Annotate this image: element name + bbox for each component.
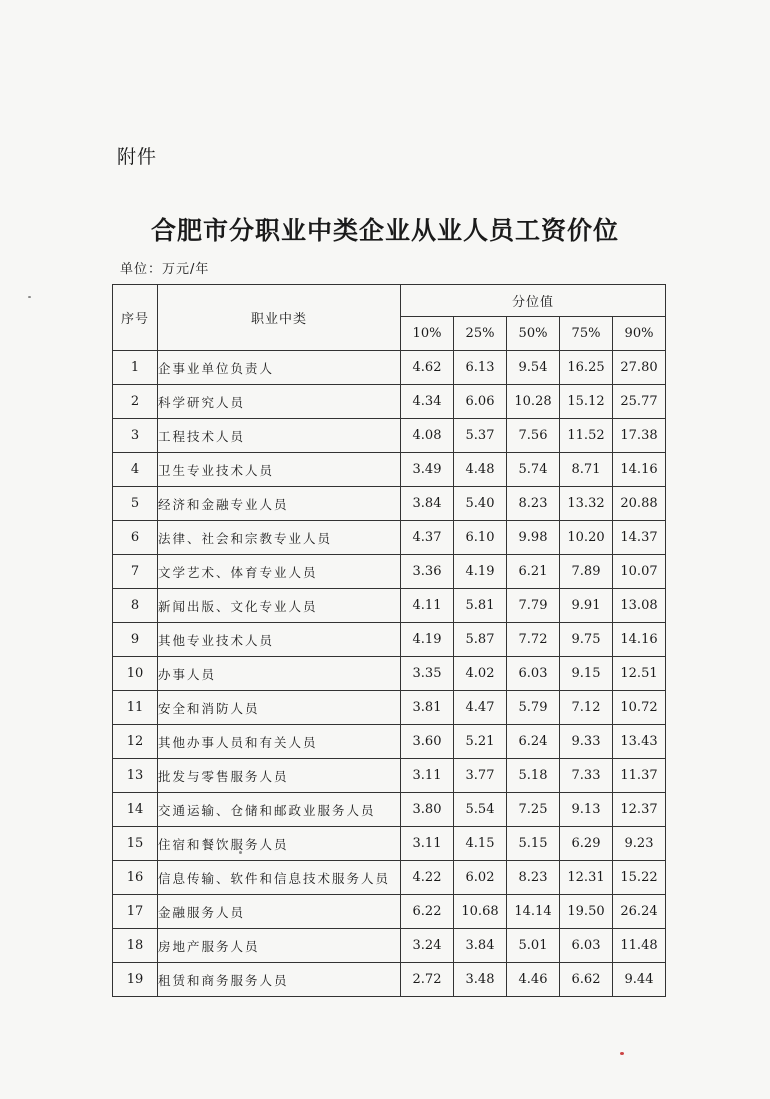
row-value-p75: 12.31 (560, 861, 613, 895)
header-p25: 25% (454, 317, 507, 351)
row-occupation: 其他办事人员和有关人员 (158, 725, 401, 759)
table-row (113, 419, 666, 453)
row-occupation: 安全和消防人员 (158, 691, 401, 725)
row-value-p50: 7.56 (507, 419, 560, 453)
row-value-p10: 4.19 (401, 623, 454, 657)
row-seq: 15 (113, 827, 158, 861)
row-value-p25: 4.47 (454, 691, 507, 725)
table-row (113, 725, 666, 759)
row-value-p10: 4.62 (401, 351, 454, 385)
row-value-p90: 13.08 (613, 589, 666, 623)
row-value-p75: 9.13 (560, 793, 613, 827)
row-value-p50: 8.23 (507, 487, 560, 521)
row-occupation: 文学艺术、体育专业人员 (158, 555, 401, 589)
header-occupation: 职业中类 (158, 285, 401, 351)
row-value-p75: 7.33 (560, 759, 613, 793)
row-value-p75: 19.50 (560, 895, 613, 929)
row-value-p75: 7.89 (560, 555, 613, 589)
row-value-p75: 16.25 (560, 351, 613, 385)
table-row (113, 521, 666, 555)
row-value-p90: 25.77 (613, 385, 666, 419)
row-seq: 17 (113, 895, 158, 929)
row-value-p25: 5.21 (454, 725, 507, 759)
row-value-p25: 4.48 (454, 453, 507, 487)
table-row (113, 351, 666, 385)
table-row (113, 487, 666, 521)
row-seq: 11 (113, 691, 158, 725)
row-seq: 10 (113, 657, 158, 691)
row-seq: 18 (113, 929, 158, 963)
scan-speck (620, 1052, 624, 1055)
row-value-p50: 14.14 (507, 895, 560, 929)
row-value-p90: 14.16 (613, 623, 666, 657)
row-value-p50: 5.15 (507, 827, 560, 861)
row-value-p50: 6.24 (507, 725, 560, 759)
row-value-p50: 9.98 (507, 521, 560, 555)
row-value-p90: 14.37 (613, 521, 666, 555)
row-value-p90: 9.44 (613, 963, 666, 997)
row-value-p10: 3.11 (401, 759, 454, 793)
table-row (113, 623, 666, 657)
row-seq: 8 (113, 589, 158, 623)
row-value-p50: 6.21 (507, 555, 560, 589)
row-occupation: 金融服务人员 (158, 895, 401, 929)
row-seq: 7 (113, 555, 158, 589)
table-row (113, 895, 666, 929)
row-value-p75: 9.33 (560, 725, 613, 759)
row-value-p10: 3.49 (401, 453, 454, 487)
row-value-p90: 10.07 (613, 555, 666, 589)
row-seq: 19 (113, 963, 158, 997)
row-value-p10: 3.84 (401, 487, 454, 521)
row-value-p25: 4.02 (454, 657, 507, 691)
header-seq: 序号 (113, 285, 158, 351)
row-value-p90: 15.22 (613, 861, 666, 895)
table-row (113, 691, 666, 725)
row-value-p90: 14.16 (613, 453, 666, 487)
header-p50: 50% (507, 317, 560, 351)
row-seq: 6 (113, 521, 158, 555)
row-occupation: 交通运输、仓储和邮政业服务人员 (158, 793, 401, 827)
scan-speck (239, 851, 242, 854)
row-seq: 4 (113, 453, 158, 487)
row-seq: 12 (113, 725, 158, 759)
table-row (113, 453, 666, 487)
row-value-p25: 4.19 (454, 555, 507, 589)
row-value-p50: 5.01 (507, 929, 560, 963)
row-value-p75: 10.20 (560, 521, 613, 555)
header-p90: 90% (613, 317, 666, 351)
row-value-p50: 5.18 (507, 759, 560, 793)
attachment-label: 附件 (117, 146, 158, 168)
row-value-p50: 5.79 (507, 691, 560, 725)
row-value-p10: 3.80 (401, 793, 454, 827)
row-value-p90: 26.24 (613, 895, 666, 929)
row-value-p90: 9.23 (613, 827, 666, 861)
table-row (113, 793, 666, 827)
row-value-p10: 3.24 (401, 929, 454, 963)
row-value-p10: 4.37 (401, 521, 454, 555)
row-seq: 14 (113, 793, 158, 827)
salary-table (112, 284, 666, 997)
row-value-p50: 7.72 (507, 623, 560, 657)
row-occupation: 办事人员 (158, 657, 401, 691)
row-value-p25: 4.15 (454, 827, 507, 861)
row-value-p75: 7.12 (560, 691, 613, 725)
row-seq: 2 (113, 385, 158, 419)
row-occupation: 经济和金融专业人员 (158, 487, 401, 521)
row-occupation: 其他专业技术人员 (158, 623, 401, 657)
table-row (113, 385, 666, 419)
row-value-p75: 11.52 (560, 419, 613, 453)
row-value-p50: 4.46 (507, 963, 560, 997)
table-row (113, 589, 666, 623)
row-value-p50: 6.03 (507, 657, 560, 691)
row-value-p10: 3.36 (401, 555, 454, 589)
row-value-p75: 6.03 (560, 929, 613, 963)
table-header-row (113, 285, 666, 317)
header-percentile-group: 分位值 (401, 285, 666, 317)
table-row (113, 861, 666, 895)
row-value-p50: 5.74 (507, 453, 560, 487)
scan-speck (28, 296, 31, 298)
row-occupation: 法律、社会和宗教专业人员 (158, 521, 401, 555)
table-row (113, 555, 666, 589)
row-value-p25: 6.13 (454, 351, 507, 385)
row-value-p25: 5.40 (454, 487, 507, 521)
row-value-p10: 4.34 (401, 385, 454, 419)
row-occupation: 工程技术人员 (158, 419, 401, 453)
row-seq: 3 (113, 419, 158, 453)
row-value-p75: 9.75 (560, 623, 613, 657)
row-value-p25: 3.48 (454, 963, 507, 997)
row-value-p25: 6.02 (454, 861, 507, 895)
row-value-p10: 3.35 (401, 657, 454, 691)
row-value-p75: 6.62 (560, 963, 613, 997)
row-value-p90: 27.80 (613, 351, 666, 385)
row-value-p25: 3.77 (454, 759, 507, 793)
row-value-p75: 6.29 (560, 827, 613, 861)
row-occupation: 租赁和商务服务人员 (158, 963, 401, 997)
table-body (113, 351, 666, 997)
row-value-p10: 2.72 (401, 963, 454, 997)
row-value-p10: 3.81 (401, 691, 454, 725)
row-value-p10: 4.11 (401, 589, 454, 623)
row-seq: 9 (113, 623, 158, 657)
table-row (113, 657, 666, 691)
row-value-p25: 5.37 (454, 419, 507, 453)
row-seq: 16 (113, 861, 158, 895)
row-occupation: 新闻出版、文化专业人员 (158, 589, 401, 623)
row-value-p90: 11.48 (613, 929, 666, 963)
row-value-p25: 3.84 (454, 929, 507, 963)
row-value-p25: 6.10 (454, 521, 507, 555)
row-occupation: 卫生专业技术人员 (158, 453, 401, 487)
row-value-p10: 3.11 (401, 827, 454, 861)
header-p75: 75% (560, 317, 613, 351)
table-row (113, 827, 666, 861)
row-value-p50: 9.54 (507, 351, 560, 385)
row-value-p90: 12.51 (613, 657, 666, 691)
unit-label: 单位：万元/年 (120, 262, 210, 277)
row-value-p50: 10.28 (507, 385, 560, 419)
page-title: 合肥市分职业中类企业从业人员工资价位 (150, 216, 619, 245)
row-value-p90: 12.37 (613, 793, 666, 827)
table-row (113, 963, 666, 997)
row-value-p10: 4.08 (401, 419, 454, 453)
row-occupation: 科学研究人员 (158, 385, 401, 419)
row-value-p90: 20.88 (613, 487, 666, 521)
row-occupation: 房地产服务人员 (158, 929, 401, 963)
row-value-p25: 6.06 (454, 385, 507, 419)
row-occupation: 企事业单位负责人 (158, 351, 401, 385)
row-value-p10: 3.60 (401, 725, 454, 759)
row-seq: 5 (113, 487, 158, 521)
row-occupation: 住宿和餐饮服务人员 (158, 827, 401, 861)
row-value-p75: 9.15 (560, 657, 613, 691)
row-value-p50: 7.25 (507, 793, 560, 827)
table-row (113, 929, 666, 963)
header-p10: 10% (401, 317, 454, 351)
row-seq: 1 (113, 351, 158, 385)
row-value-p10: 4.22 (401, 861, 454, 895)
row-value-p75: 9.91 (560, 589, 613, 623)
row-occupation: 批发与零售服务人员 (158, 759, 401, 793)
row-occupation: 信息传输、软件和信息技术服务人员 (158, 861, 401, 895)
row-value-p90: 10.72 (613, 691, 666, 725)
row-value-p25: 5.54 (454, 793, 507, 827)
row-seq: 13 (113, 759, 158, 793)
row-value-p25: 5.81 (454, 589, 507, 623)
row-value-p75: 15.12 (560, 385, 613, 419)
row-value-p75: 13.32 (560, 487, 613, 521)
row-value-p75: 8.71 (560, 453, 613, 487)
row-value-p25: 10.68 (454, 895, 507, 929)
row-value-p10: 6.22 (401, 895, 454, 929)
row-value-p90: 11.37 (613, 759, 666, 793)
row-value-p50: 7.79 (507, 589, 560, 623)
row-value-p90: 13.43 (613, 725, 666, 759)
row-value-p25: 5.87 (454, 623, 507, 657)
row-value-p90: 17.38 (613, 419, 666, 453)
table-row (113, 759, 666, 793)
row-value-p50: 8.23 (507, 861, 560, 895)
